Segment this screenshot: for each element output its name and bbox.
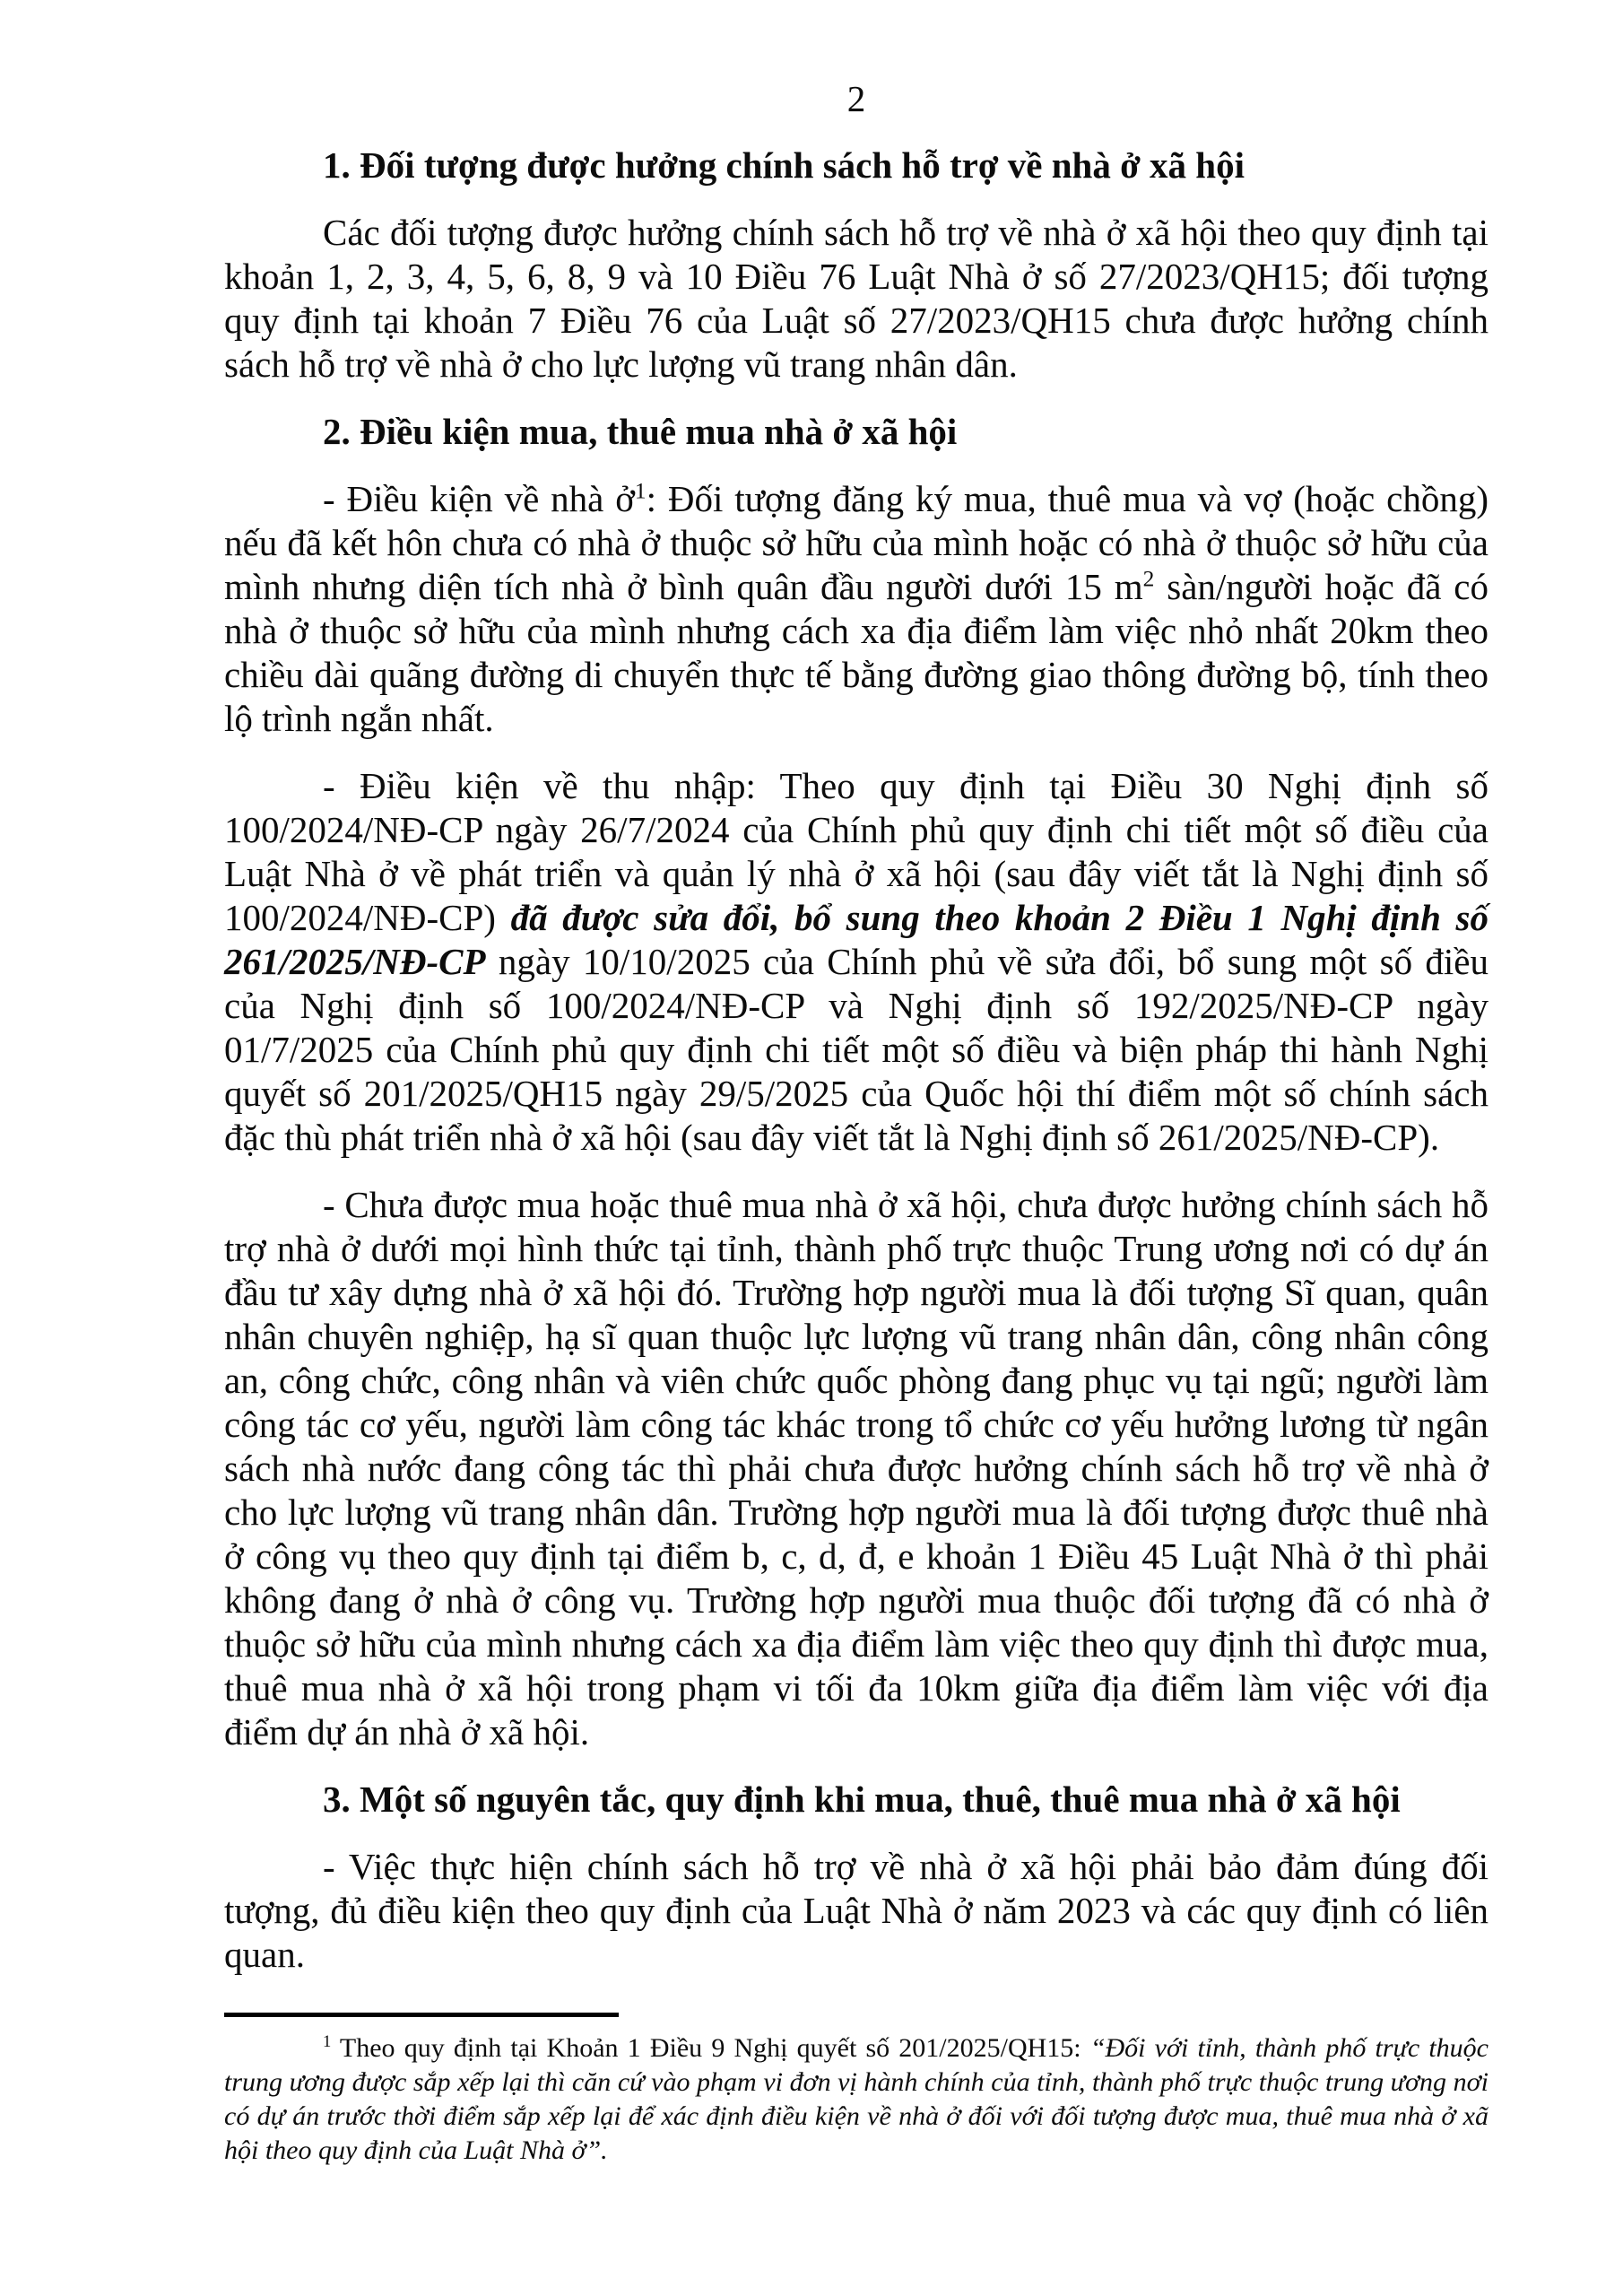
- section-1-heading: 1. Đối tượng được hưởng chính sách hỗ trợ về nhà ở xã hội: [323, 144, 1245, 186]
- section-2-heading: 2. Điều kiện mua, thuê mua nhà ở xã hội: [323, 411, 958, 452]
- section-3-heading: 3. Một số nguyên tắc, quy định khi mua, thuê, thuê mua nhà ở xã hội: [323, 1779, 1401, 1820]
- footnote-1: [224, 2031, 1488, 2168]
- text-run: - Điều kiện về nhà ở: [323, 478, 635, 519]
- section-1-paragraph-eligible-subjects: [224, 211, 1488, 387]
- text-run: sàn/người hoặc đã có nhà ở thuộc sở hữu của mình nhưng cách xa địa điểm làm việc nhỏ nhất 20km theo chiều dài quãng đường di chuyển thực tế bằng đường giao thông đường bộ, tính theo lộ trình ngắn nhất.: [224, 566, 1488, 739]
- text-run: - Chưa được mua hoặc thuê mua nhà ở xã hội, chưa được hưởng chính sách hỗ trợ nhà ở dưới mọi hình thức tại tỉnh, thành phố trực thuộc Trung ương nơi có dự án đầu tư xây dựng nhà ở xã hội đó. Trường hợp người mua là đối tượng Sĩ quan, quân nhân chuyên nghiệp, hạ sĩ quan thuộc lực lượng vũ trang nhân dân, công nhân công an, công chức, công nhân và viên chức quốc phòng đang phục vụ tại ngũ; người làm công tác cơ yếu, người làm công tác khác trong tổ chức cơ yếu hưởng lương từ ngân sách nhà nước đang công tác thì phải chưa được hưởng chính sách hỗ trợ về nhà ở cho lực lượng vũ trang nhân dân. Trường hợp người mua là đối tượng được thuê nhà ở công vụ theo quy định tại điểm b, c, d, đ, e khoản 1 Điều 45 Luật Nhà ở thì phải không đang ở nhà ở công vụ. Trường hợp người mua thuộc đối tượng đã có nhà ở thuộc sở hữu của mình nhưng cách xa địa điểm làm việc theo quy định thì được mua, thuê mua nhà ở xã hội trong phạm vi tối đa 10km giữa địa điểm làm việc với địa điểm dự án nhà ở xã hội.: [224, 1184, 1488, 1752]
- text-run: đã được sửa đổi, bổ sung theo khoản 2 Điều 1 Nghị định số 261/2025/NĐ-CP: [224, 897, 1488, 982]
- section-2-paragraph-housing-condition: [224, 477, 1488, 741]
- section-3-paragraph-principles: [224, 1845, 1488, 1977]
- text-run: - Điều kiện về thu nhập: Theo quy định tại Điều 30 Nghị định số 100/2024/NĐ-CP ngày 26/7/2024 của Chính phủ quy định chi tiết một số điều của Luật Nhà ở về phát triển và quản lý nhà ở xã hội (sau đây viết tắt là Nghị định số 100/2024/NĐ-CP): [224, 765, 1488, 938]
- superscript-text-run: 2: [1142, 566, 1155, 592]
- text-run: Theo quy định tại Khoản 1 Điều 9 Nghị quyết số 201/2025/QH15:: [331, 2033, 1090, 2063]
- superscript-text-run: 1: [634, 478, 647, 504]
- page-number: 2: [846, 78, 866, 119]
- footnote-separator: [224, 2013, 619, 2017]
- text-run: ngày 10/10/2025 của Chính phủ về sửa đổi, bổ sung một số điều của Nghị định số 100/2024/NĐ-CP và Nghị định số 192/2025/NĐ-CP ngày 01/7/2025 của Chính phủ quy định chi tiết một số điều và biện pháp thi hành Nghị quyết số 201/2025/QH15 ngày 29/5/2025 của Quốc hội thí điểm một số chính sách đặc thù phát triển nhà ở xã hội (sau đây viết tắt là Nghị định số 261/2025/NĐ-CP).: [224, 941, 1488, 1158]
- text-run: : Đối tượng đăng ký mua, thuê mua và vợ (hoặc chồng) nếu đã kết hôn chưa có nhà ở thuộc sở hữu của mình hoặc có nhà ở thuộc sở hữu của mình nhưng diện tích nhà ở bình quân đầu người dưới 15 m: [224, 478, 1488, 607]
- text-run: “Đối với tỉnh, thành phố trực thuộc trung ương được sắp xếp lại thì căn cứ vào phạm vi đơn vị hành chính của tỉnh, thành phố trực thuộc trung ương nơi có dự án trước thời điểm sắp xếp lại để xác định điều kiện về nhà ở đối với đối tượng được mua, thuê mua nhà ở xã hội theo quy định của Luật Nhà ở”.: [224, 2033, 1488, 2165]
- section-2-paragraph-not-yet-benefited: [224, 1183, 1488, 1754]
- footnote-area: [224, 2013, 1488, 2168]
- section-2-paragraph-income-condition: [224, 764, 1488, 1160]
- superscript-text-run: 1: [323, 2032, 332, 2051]
- text-run: - Việc thực hiện chính sách hỗ trợ về nhà ở xã hội phải bảo đảm đúng đối tượng, đủ điều kiện theo quy định của Luật Nhà ở năm 2023 và các quy định có liên quan.: [224, 1846, 1488, 1975]
- text-run: Các đối tượng được hưởng chính sách hỗ trợ về nhà ở xã hội theo quy định tại khoản 1, 2, 3, 4, 5, 6, 8, 9 và 10 Điều 76 Luật Nhà ở số 27/2023/QH15; đối tượng quy định tại khoản 7 Điều 76 của Luật số 27/2023/QH15 chưa được hưởng chính sách hỗ trợ về nhà ở cho lực lượng vũ trang nhân dân.: [224, 212, 1488, 385]
